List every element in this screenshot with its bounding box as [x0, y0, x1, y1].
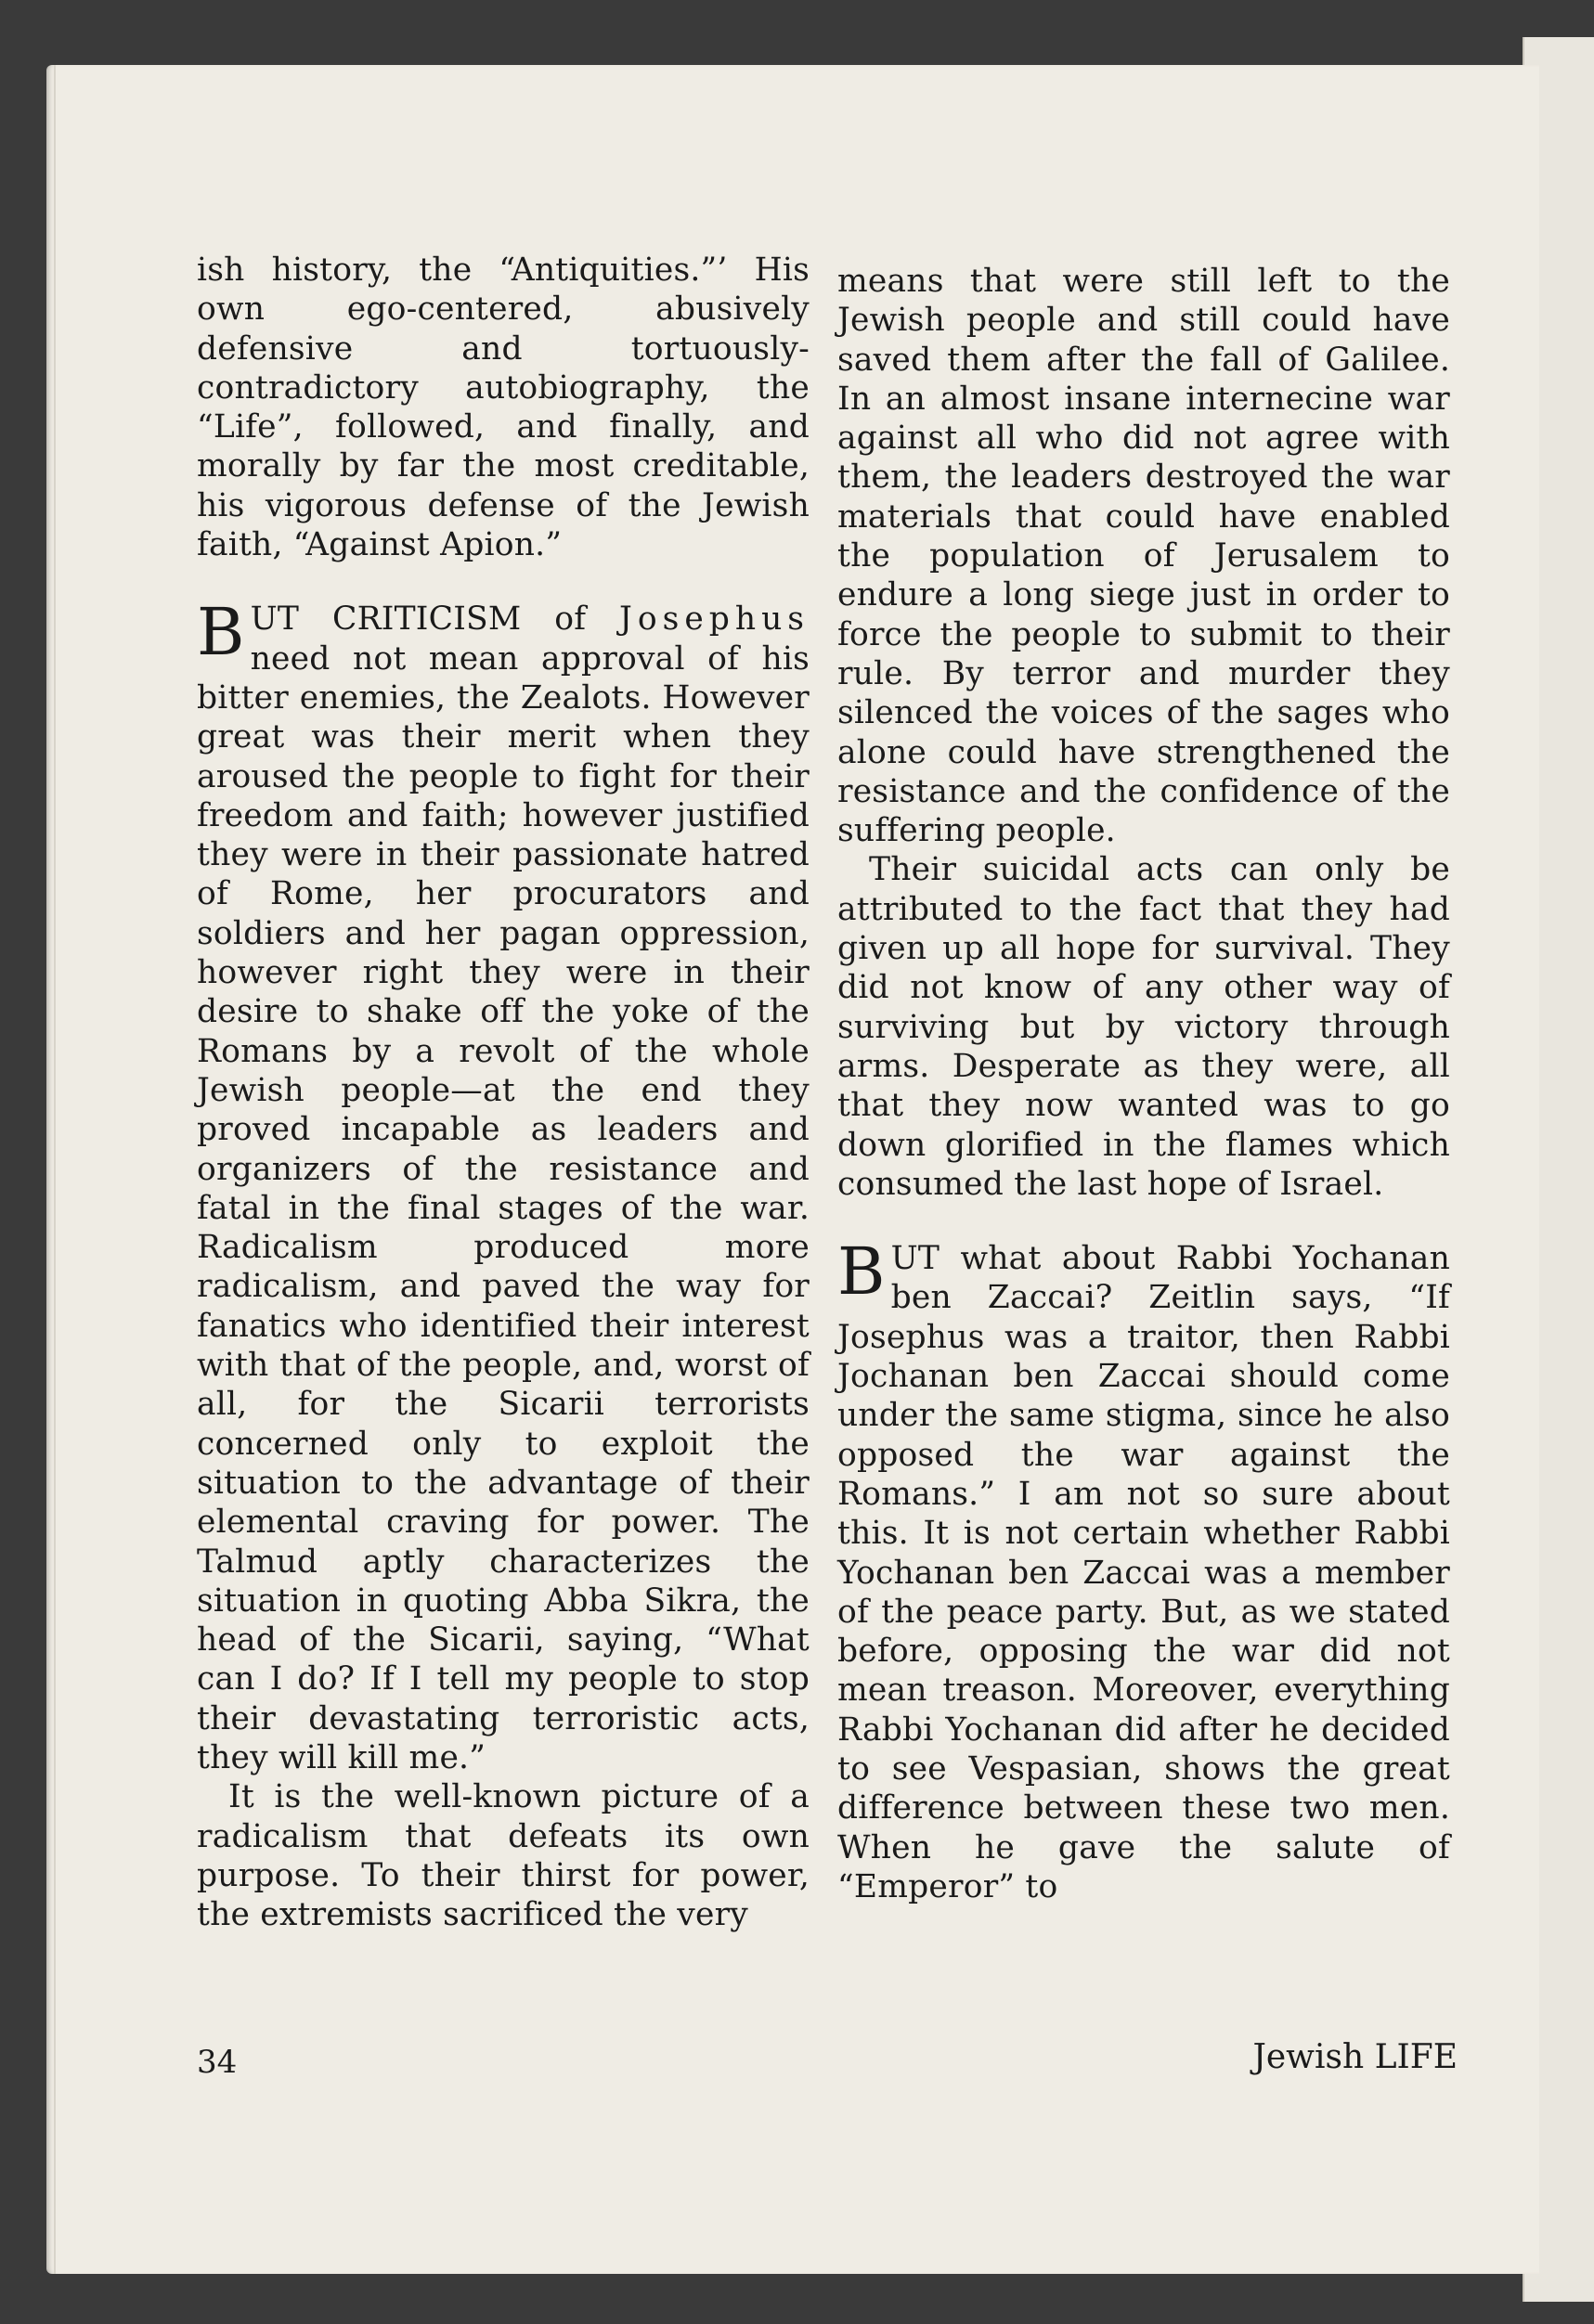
drop-cap: B — [197, 594, 245, 671]
lead-in-spaced: Josephus — [619, 600, 810, 639]
lead-in: UT CRITICISM of — [250, 600, 620, 639]
paragraph-gap — [197, 564, 810, 600]
paragraph-body: need not mean approval of his bitter enemies, the Zealots. However great was their merit when they aroused the people to fight for their freedom and faith; however justified they were in their passionate hatred of Rome, her procurators and soldiers and her pagan oppression, however right they were in their desire to shake off the yoke of the Romans by a revolt of the whole Jewish people—at the end they proved incapable as leaders and organizers of the resistance and fatal in the final stages of the war. Radicalism produced more radicalism, and paved the way for fanatics who identified their interest with that of the people, and, worst of all, for the Sicarii terrorists concerned only to exploit the situation to the advantage of their elemental craving for power. The Talmud aptly characterizes the situation in quoting Abba Sikra, the head of the Sicarii, saying, “What can I do? If I tell my people to stop their devastating terroristic acts, they will kill me.” — [197, 639, 810, 1776]
paragraph-body: UT what about Rabbi Yochanan ben Zaccai? Zeitlin says, “If Josephus was a traitor, then Rabbi Jochanan ben Zaccai should come under the same stigma, since he also opposed the war against the Romans.” I am not so sure about this. It is not certain whether Rabbi Yochanan ben Zaccai was a member of the peace party. But, as we stated before, opposing the war did not mean treason. Moreover, everything Rabbi Yochanan did after he decided to see Vespasian, shows the great difference between these two men. When he gave the salute of “Emperor” to — [837, 1240, 1450, 1905]
right-paragraph-3 — [837, 1233, 1450, 1906]
paragraph-gap — [837, 1204, 1450, 1239]
right-paragraph-2: Their suicidal acts can only be attributed to the fact that they had given up all hope for survival. They did not know of any other way of surviving but by victory through arms. Desperate as they were, all that they now wanted was to go down glorified in the flames which consumed the last hope of Israel. — [837, 851, 1450, 1203]
left-column — [197, 251, 810, 1934]
left-paragraph-3: It is the well-known picture of a radicalism that defeats its own purpose. To their thirst for power, the extremists sacrificed the very — [197, 1778, 810, 1934]
right-column — [837, 262, 1450, 1906]
drop-cap: B — [837, 1233, 886, 1310]
page-number: 34 — [197, 2044, 238, 2081]
right-paragraph-1: means that were still left to the Jewish people and still could have saved them after the fall of Galilee. In an almost insane internecine war against all who did not agree with them, the leaders destroyed the war materials that could have enabled the population of Jerusalem to endure a long siege just in order to force the people to submit to their rule. By terror and murder they silenced the voices of the sages who alone could have strengthened the resistance and the confidence of the suffering people. — [837, 263, 1450, 850]
left-paragraph-1: ish history, the “Antiquities.”’ His own ego-centered, abusively defensive and tortuously-contradictory autobiography, the “Life”, followed, and finally, and morally by far the most creditable, his vigorous defense of the Jewish faith, “Against Apion.” — [197, 252, 810, 564]
left-paragraph-2 — [197, 594, 810, 1777]
running-title: Jewish LIFE — [1252, 2038, 1458, 2076]
